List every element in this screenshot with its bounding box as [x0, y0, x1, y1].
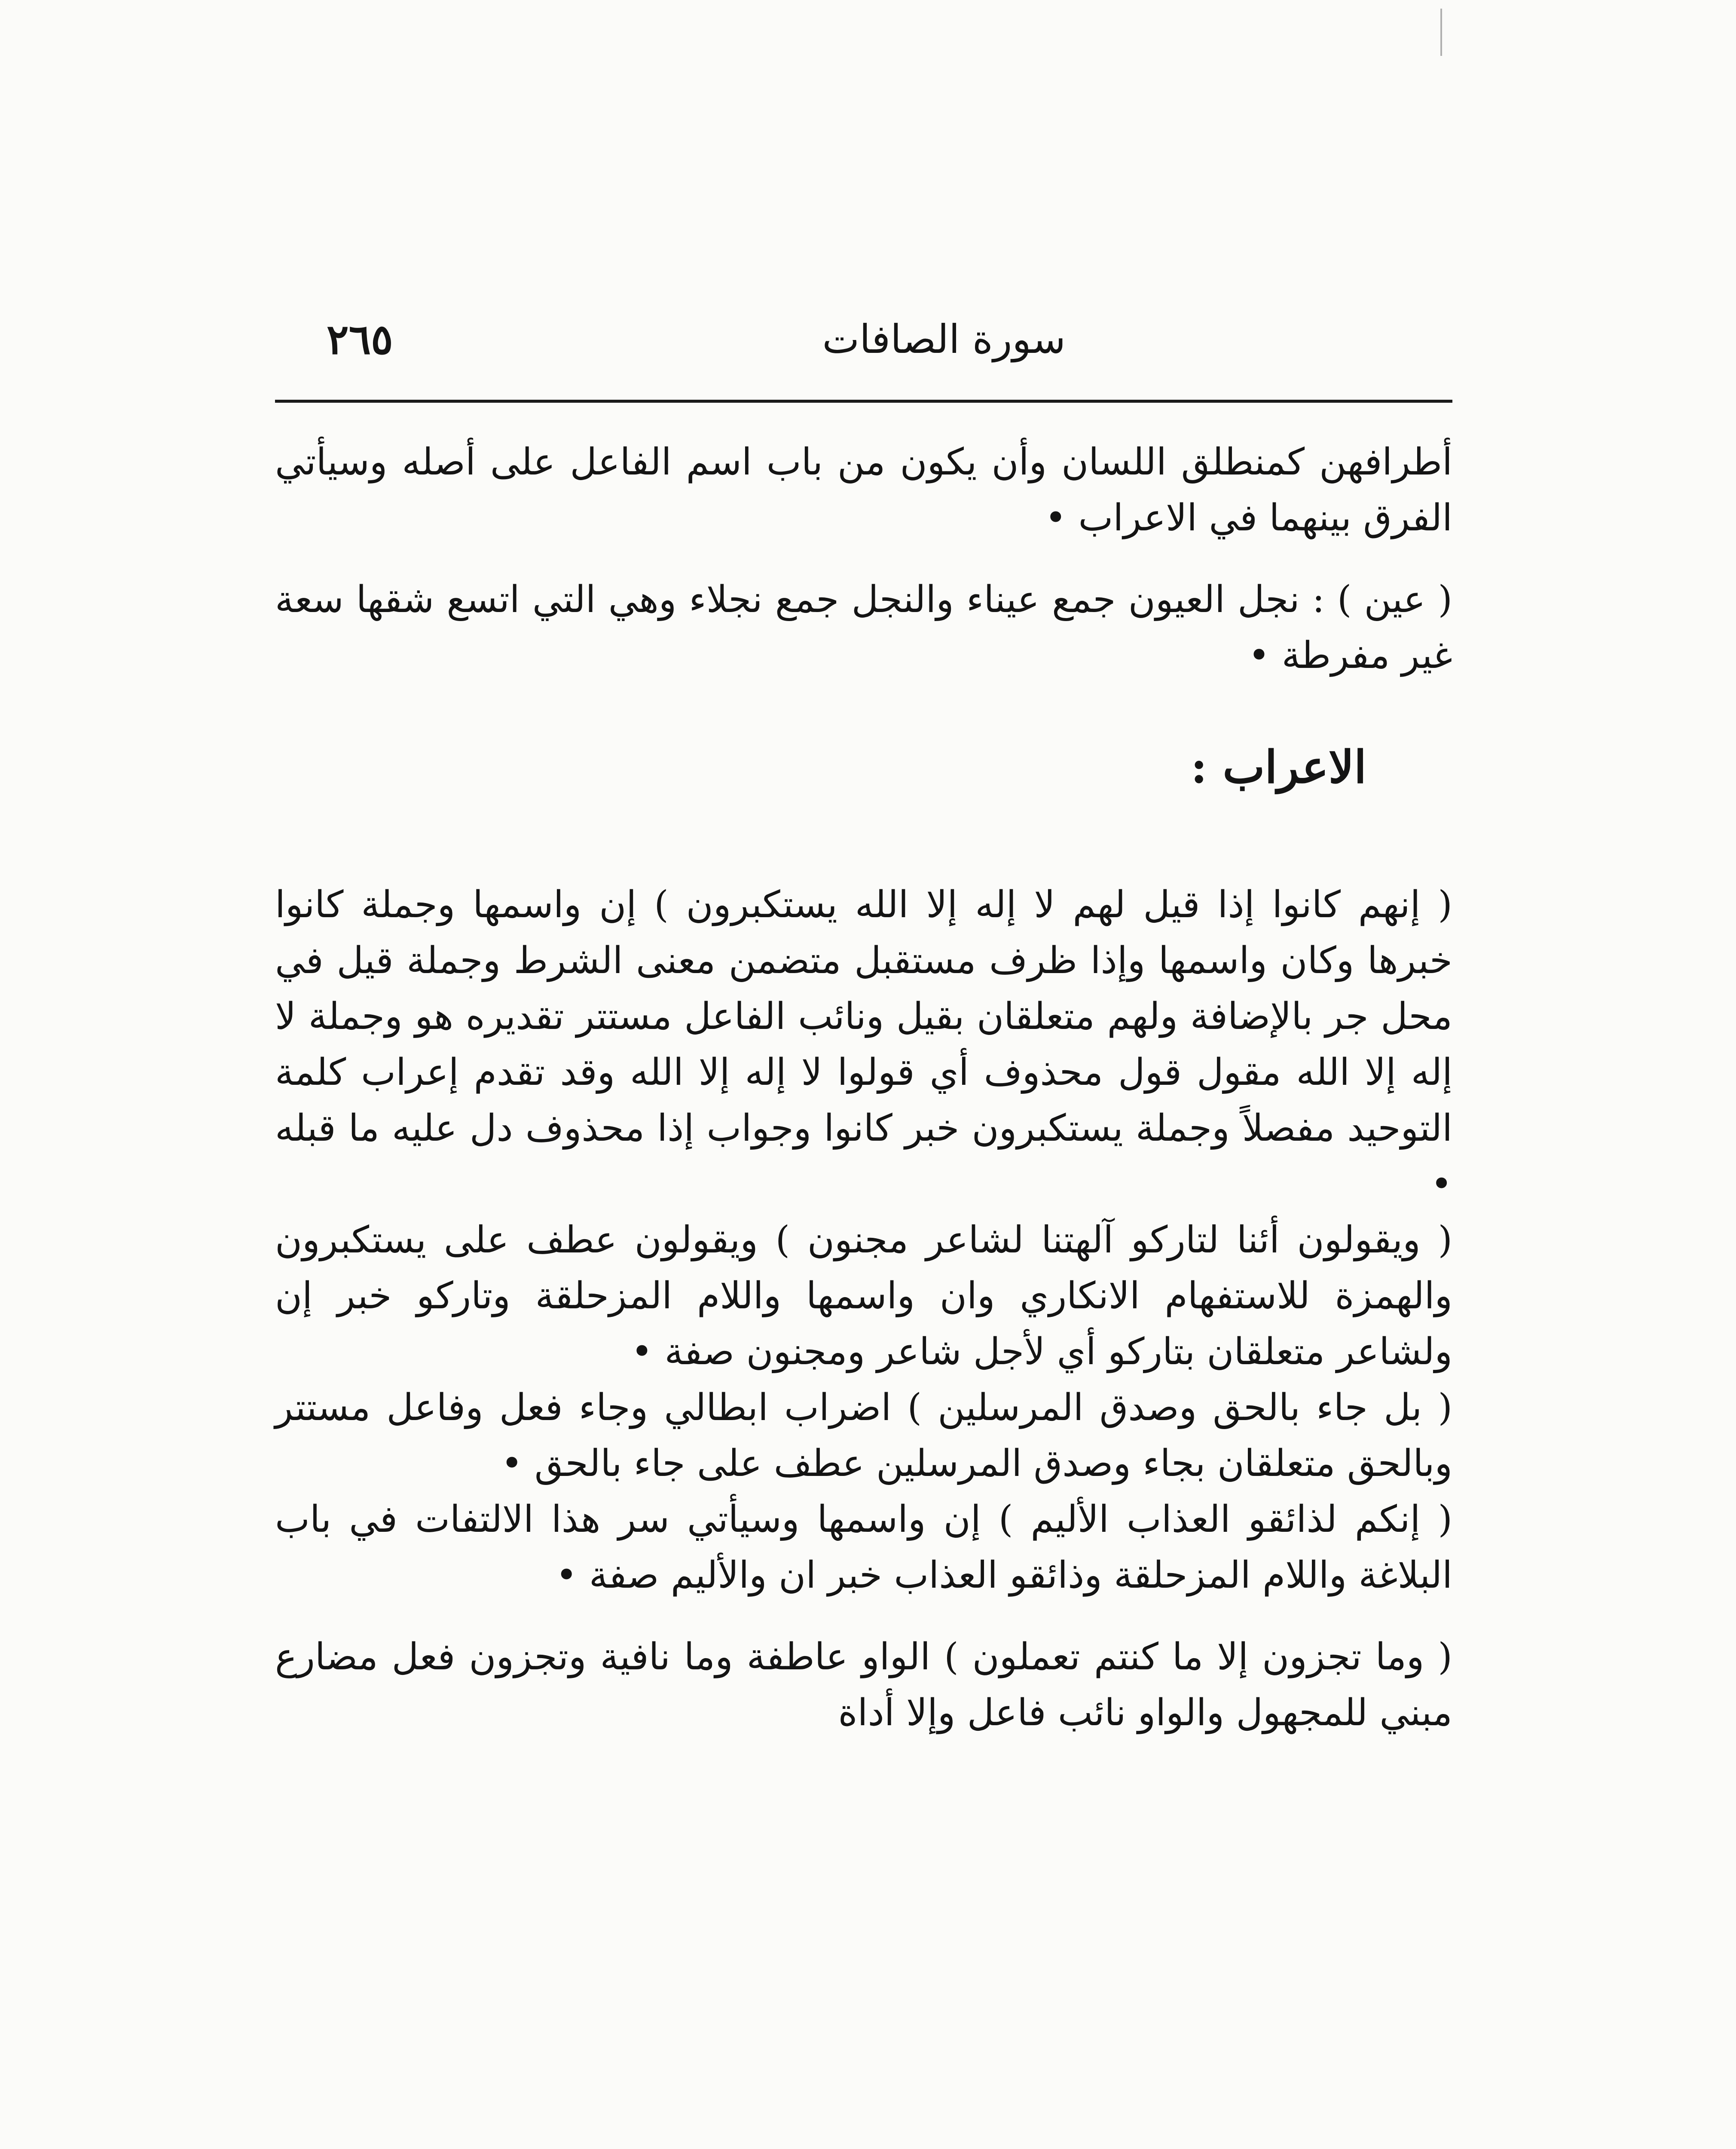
- page-number: ٢٦٥: [327, 315, 393, 364]
- irab-paragraph-3: ( بل جاء بالحق وصدق المرسلين ) اضراب ابطالي وجاء فعل وفاعل مستتر وبالحق متعلقان بجاء وصدق المرسلين عطف على جاء بالحق •: [275, 1386, 1452, 1485]
- page-body: [275, 434, 1452, 1766]
- irab-paragraph-1: ( إنهم كانوا إذا قيل لهم لا إله إلا الله يستكبرون ) إن واسمها وجملة كانوا خبرها وكان واسمها وإذا ظرف مستقبل متضمن معنى الشرط وجملة قيل في محل جر بالإضافة ولهم متعلقان بقيل ونائب الفاعل مستتر تقديره هو وجملة لا إله إلا الله مقول قول محذوف أي قولوا لا إله إلا الله وقد تقدم إعراب كلمة التوحيد مفصلاً وجملة يستكبرون خبر كانوا وجواب إذا محذوف دل عليه ما قبله •: [275, 883, 1452, 1206]
- section-heading-irab: الاعراب :: [1190, 741, 1366, 793]
- irab-paragraph-2: ( ويقولون أئنا لتاركو آلهتنا لشاعر مجنون ) ويقولون عطف على يستكبرون والهمزة للاستفهام الانكاري وان واسمها واللام المزحلقة وتاركو خبر إن ولشاعر متعلقان بتاركو أي لأجل شاعر ومجنون صفة •: [275, 1218, 1452, 1373]
- paragraph-explanation: أطرافهن كمنطلق اللسان وأن يكون من باب اسم الفاعل على أصله وسيأتي الفرق بينهما في الاعراب •: [275, 441, 1452, 539]
- page-header: [275, 301, 1452, 387]
- irab-paragraph-4: ( إنكم لذائقو العذاب الأليم ) إن واسمها وسيأتي سر هذا الالتفات في باب البلاغة واللام المزحلقة وذائقو العذاب خبر ان والأليم صفة •: [275, 1498, 1452, 1597]
- running-title: سورة الصافات: [822, 316, 1066, 362]
- paragraph-definition-ayn: ( عين ) : نجل العيون جمع عيناء والنجل جمع نجلاء وهي التي اتسع شقها سعة غير مفرطة •: [275, 578, 1452, 677]
- irab-paragraph-5: ( وما تجزون إلا ما كنتم تعملون ) الواو عاطفة وما نافية وتجزون فعل مضارع مبني للمجهول والواو نائب فاعل وإلا أداة: [275, 1635, 1452, 1734]
- header-divider: [275, 400, 1452, 403]
- scan-mark: [1440, 9, 1442, 56]
